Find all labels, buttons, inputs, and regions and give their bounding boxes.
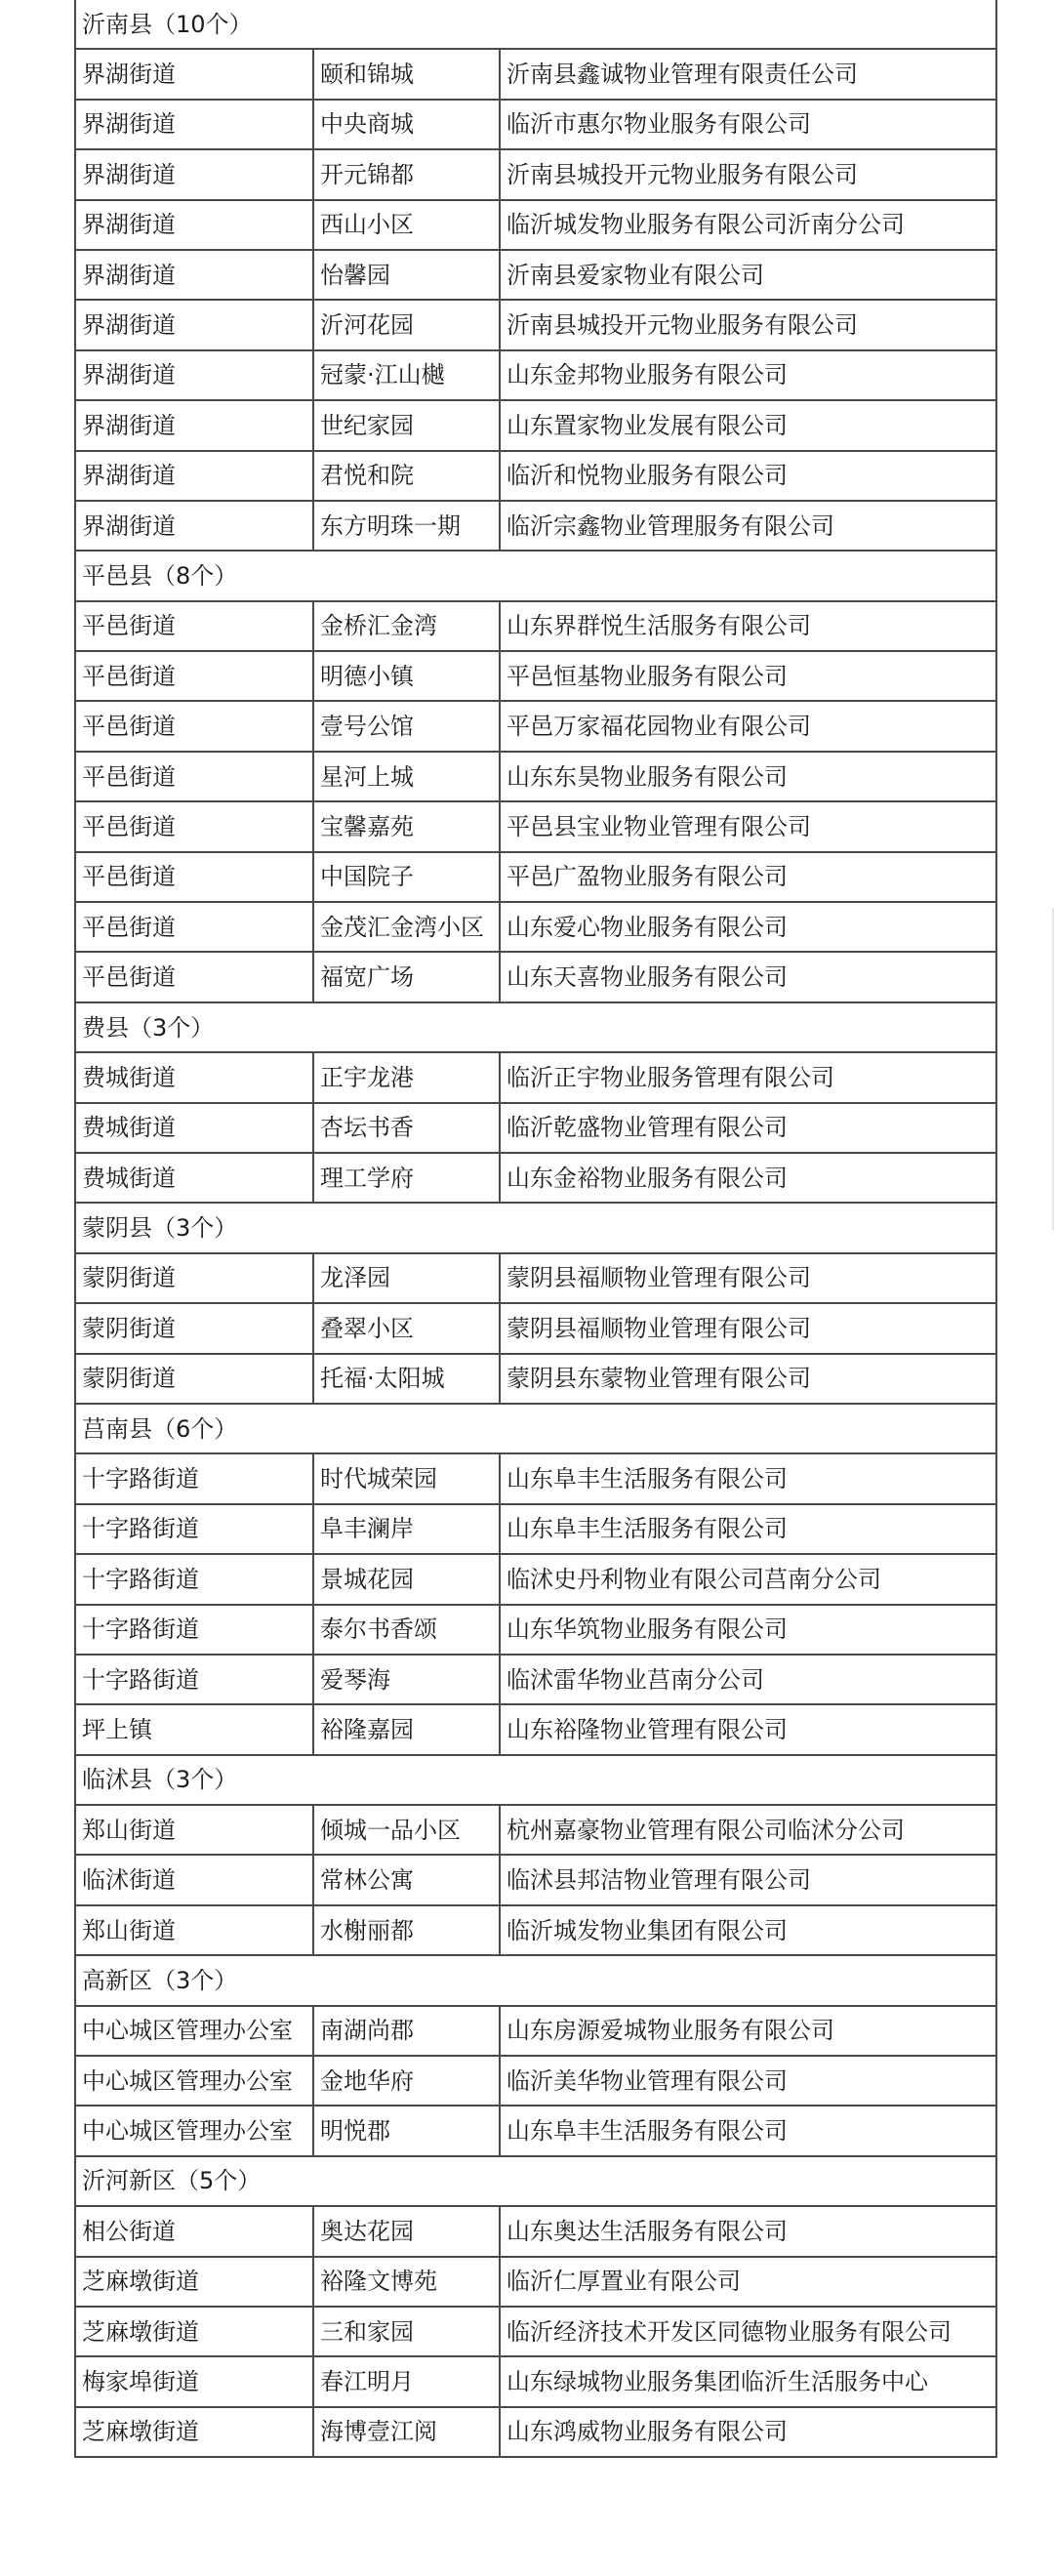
- property-company-cell: 山东华筑物业服务有限公司: [500, 1605, 996, 1655]
- street-cell: 十字路街道: [75, 1453, 313, 1503]
- table-row: [75, 1303, 996, 1353]
- community-cell: 西山小区: [313, 200, 500, 250]
- street-cell: 平邑街道: [75, 601, 313, 651]
- property-company-cell: 临沭史丹利物业有限公司莒南分公司: [500, 1554, 996, 1604]
- table-row: [75, 1805, 996, 1855]
- table-row: [75, 2006, 996, 2056]
- street-cell: 十字路街道: [75, 1554, 313, 1604]
- street-cell: 蒙阴街道: [75, 1253, 313, 1303]
- community-cell: 叠翠小区: [313, 1303, 500, 1353]
- community-cell: 开元锦都: [313, 149, 500, 199]
- property-company-cell: 山东阜丰生活服务有限公司: [500, 1504, 996, 1554]
- street-cell: 十字路街道: [75, 1655, 313, 1704]
- street-cell: 郑山街道: [75, 1905, 313, 1955]
- property-company-cell: 山东阜丰生活服务有限公司: [500, 1453, 996, 1503]
- community-cell: 壹号公馆: [313, 701, 500, 751]
- county-header: 临沭县（3个）: [75, 1755, 996, 1805]
- property-company-cell: 山东东昊物业服务有限公司: [500, 752, 996, 801]
- property-company-cell: 平邑广盈物业服务有限公司: [500, 852, 996, 902]
- property-company-cell: 山东房源爱城物业服务有限公司: [500, 2006, 996, 2056]
- table-row: [75, 852, 996, 902]
- property-company-cell: 临沂仁厚置业有限公司: [500, 2257, 996, 2307]
- community-cell: 爱琴海: [313, 1655, 500, 1704]
- community-cell: 中央商城: [313, 100, 500, 149]
- street-cell: 平邑街道: [75, 852, 313, 902]
- community-cell: 金茂汇金湾小区: [313, 902, 500, 952]
- street-cell: 芝麻墩街道: [75, 2307, 313, 2356]
- property-company-cell: 山东界群悦生活服务有限公司: [500, 601, 996, 651]
- street-cell: 平邑街道: [75, 902, 313, 952]
- county-header-row: [75, 2156, 996, 2206]
- community-cell: 杏坛书香: [313, 1103, 500, 1153]
- table-row: [75, 1453, 996, 1503]
- table-row: [75, 1103, 996, 1153]
- property-company-cell: 山东裕隆物业管理有限公司: [500, 1704, 996, 1754]
- community-cell: 怡馨园: [313, 250, 500, 300]
- county-header: 费县（3个）: [75, 1002, 996, 1052]
- street-cell: 费城街道: [75, 1153, 313, 1203]
- property-company-cell: 临沂城发物业集团有限公司: [500, 1905, 996, 1955]
- county-header-row: [75, 1404, 996, 1453]
- street-cell: 郑山街道: [75, 1805, 313, 1855]
- street-cell: 中心城区管理办公室: [75, 2056, 313, 2106]
- property-company-cell: 山东置家物业发展有限公司: [500, 400, 996, 450]
- street-cell: 临沭街道: [75, 1855, 313, 1904]
- property-company-cell: 沂南县爱家物业有限公司: [500, 250, 996, 300]
- property-company-cell: 山东天喜物业服务有限公司: [500, 952, 996, 1002]
- community-cell: 泰尔书香颂: [313, 1605, 500, 1655]
- property-company-cell: 平邑万家福花园物业有限公司: [500, 701, 996, 751]
- community-cell: 明悦郡: [313, 2106, 500, 2155]
- table-row: [75, 2356, 996, 2406]
- table-row: [75, 350, 996, 400]
- table-row: [75, 1504, 996, 1554]
- community-cell: 三和家园: [313, 2307, 500, 2356]
- property-company-cell: 蒙阴县福顺物业管理有限公司: [500, 1253, 996, 1303]
- street-cell: 界湖街道: [75, 400, 313, 450]
- county-header: 沂南县（10个）: [75, 0, 996, 49]
- community-cell: 阜丰澜岸: [313, 1504, 500, 1554]
- street-cell: 平邑街道: [75, 952, 313, 1002]
- community-cell: 明德小镇: [313, 651, 500, 701]
- community-cell: 龙泽园: [313, 1253, 500, 1303]
- table-row: [75, 651, 996, 701]
- street-cell: 费城街道: [75, 1103, 313, 1153]
- property-company-cell: 沂南县鑫诚物业管理有限责任公司: [500, 49, 996, 99]
- property-company-cell: 沂南县城投开元物业服务有限公司: [500, 149, 996, 199]
- table-row: [75, 250, 996, 300]
- community-cell: 福宽广场: [313, 952, 500, 1002]
- community-cell: 东方明珠一期: [313, 501, 500, 551]
- community-cell: 春江明月: [313, 2356, 500, 2406]
- county-header: 高新区（3个）: [75, 1955, 996, 2005]
- street-cell: 芝麻墩街道: [75, 2407, 313, 2457]
- table-row: [75, 501, 996, 551]
- table-row: [75, 100, 996, 149]
- table-row: [75, 49, 996, 99]
- community-cell: 奥达花园: [313, 2206, 500, 2256]
- table-row: [75, 2257, 996, 2307]
- street-cell: 中心城区管理办公室: [75, 2106, 313, 2155]
- table-row: [75, 1554, 996, 1604]
- street-cell: 坪上镇: [75, 1704, 313, 1754]
- table-row: [75, 952, 996, 1002]
- community-cell: 裕隆嘉园: [313, 1704, 500, 1754]
- table-row: [75, 2106, 996, 2155]
- street-cell: 界湖街道: [75, 149, 313, 199]
- table-row: [75, 601, 996, 651]
- table-row: [75, 200, 996, 250]
- property-company-cell: 沂南县城投开元物业服务有限公司: [500, 300, 996, 349]
- street-cell: 相公街道: [75, 2206, 313, 2256]
- community-cell: 金地华府: [313, 2056, 500, 2106]
- property-company-cell: 临沂经济技术开发区同德物业服务有限公司: [500, 2307, 996, 2356]
- community-cell: 景城花园: [313, 1554, 500, 1604]
- community-cell: 倾城一品小区: [313, 1805, 500, 1855]
- community-cell: 海博壹江阅: [313, 2407, 500, 2457]
- property-company-cell: 临沂美华物业管理有限公司: [500, 2056, 996, 2106]
- table-row: [75, 1655, 996, 1704]
- community-cell: 沂河花园: [313, 300, 500, 349]
- community-cell: 正宇龙港: [313, 1052, 500, 1102]
- street-cell: 平邑街道: [75, 651, 313, 701]
- table-row: [75, 701, 996, 751]
- county-header-row: [75, 1955, 996, 2005]
- table-row: [75, 2407, 996, 2457]
- street-cell: 界湖街道: [75, 100, 313, 149]
- street-cell: 界湖街道: [75, 200, 313, 250]
- community-cell: 君悦和院: [313, 451, 500, 501]
- property-company-cell: 临沂市惠尔物业服务有限公司: [500, 100, 996, 149]
- property-company-cell: 山东奥达生活服务有限公司: [500, 2206, 996, 2256]
- table-row: [75, 2307, 996, 2356]
- table-row: [75, 1354, 996, 1404]
- table-row: [75, 400, 996, 450]
- street-cell: 界湖街道: [75, 501, 313, 551]
- street-cell: 蒙阴街道: [75, 1303, 313, 1353]
- community-cell: 冠蒙·江山樾: [313, 350, 500, 400]
- community-cell: 理工学府: [313, 1153, 500, 1203]
- property-company-cell: 山东金裕物业服务有限公司: [500, 1153, 996, 1203]
- property-company-cell: 杭州嘉豪物业管理有限公司临沭分公司: [500, 1805, 996, 1855]
- street-cell: 界湖街道: [75, 49, 313, 99]
- street-cell: 平邑街道: [75, 701, 313, 751]
- community-cell: 托福·太阳城: [313, 1354, 500, 1404]
- table-row: [75, 1253, 996, 1303]
- property-company-cell: 蒙阴县东蒙物业管理有限公司: [500, 1354, 996, 1404]
- community-cell: 常林公寓: [313, 1855, 500, 1904]
- property-company-cell: 山东金邦物业服务有限公司: [500, 350, 996, 400]
- property-company-cell: 临沂城发物业服务有限公司沂南分公司: [500, 200, 996, 250]
- property-company-cell: 山东绿城物业服务集团临沂生活服务中心: [500, 2356, 996, 2406]
- street-cell: 界湖街道: [75, 300, 313, 349]
- property-company-cell: 山东阜丰生活服务有限公司: [500, 2106, 996, 2155]
- county-header-row: [75, 1002, 996, 1052]
- community-cell: 时代城荣园: [313, 1453, 500, 1503]
- street-cell: 中心城区管理办公室: [75, 2006, 313, 2056]
- table-row: [75, 1855, 996, 1904]
- table-row: [75, 902, 996, 952]
- table-row: [75, 1704, 996, 1754]
- street-cell: 界湖街道: [75, 250, 313, 300]
- property-company-cell: 山东鸿威物业服务有限公司: [500, 2407, 996, 2457]
- property-company-cell: 临沂正宇物业服务管理有限公司: [500, 1052, 996, 1102]
- table-row: [75, 2206, 996, 2256]
- property-company-cell: 蒙阴县福顺物业管理有限公司: [500, 1303, 996, 1353]
- table-row: [75, 2056, 996, 2106]
- county-header-row: [75, 1755, 996, 1805]
- community-cell: 金桥汇金湾: [313, 601, 500, 651]
- table-row: [75, 801, 996, 851]
- table-body: [75, 0, 996, 2457]
- street-cell: 梅家埠街道: [75, 2356, 313, 2406]
- community-cell: 水榭丽都: [313, 1905, 500, 1955]
- property-company-cell: 平邑县宝业物业管理有限公司: [500, 801, 996, 851]
- community-cell: 星河上城: [313, 752, 500, 801]
- table-row: [75, 1153, 996, 1203]
- property-company-cell: 平邑恒基物业服务有限公司: [500, 651, 996, 701]
- community-cell: 世纪家园: [313, 400, 500, 450]
- county-header-row: [75, 551, 996, 600]
- community-property-table: [74, 0, 997, 2458]
- community-cell: 颐和锦城: [313, 49, 500, 99]
- table-row: [75, 1605, 996, 1655]
- street-cell: 平邑街道: [75, 801, 313, 851]
- table-row: [75, 1905, 996, 1955]
- property-company-cell: 临沭县邦洁物业管理有限公司: [500, 1855, 996, 1904]
- community-cell: 中国院子: [313, 852, 500, 902]
- street-cell: 界湖街道: [75, 350, 313, 400]
- street-cell: 蒙阴街道: [75, 1354, 313, 1404]
- county-header-row: [75, 1203, 996, 1252]
- street-cell: 界湖街道: [75, 451, 313, 501]
- property-company-cell: 山东爱心物业服务有限公司: [500, 902, 996, 952]
- county-header: 平邑县（8个）: [75, 551, 996, 600]
- table-row: [75, 149, 996, 199]
- community-cell: 南湖尚郡: [313, 2006, 500, 2056]
- street-cell: 平邑街道: [75, 752, 313, 801]
- county-header: 莒南县（6个）: [75, 1404, 996, 1453]
- property-company-cell: 临沭雷华物业莒南分公司: [500, 1655, 996, 1704]
- street-cell: 十字路街道: [75, 1504, 313, 1554]
- street-cell: 费城街道: [75, 1052, 313, 1102]
- table-row: [75, 1052, 996, 1102]
- community-cell: 裕隆文博苑: [313, 2257, 500, 2307]
- property-company-cell: 临沂宗鑫物业管理服务有限公司: [500, 501, 996, 551]
- table-row: [75, 451, 996, 501]
- table-row: [75, 300, 996, 349]
- county-header: 沂河新区（5个）: [75, 2156, 996, 2206]
- property-company-cell: 临沂乾盛物业管理有限公司: [500, 1103, 996, 1153]
- table-row: [75, 752, 996, 801]
- street-cell: 芝麻墩街道: [75, 2257, 313, 2307]
- street-cell: 十字路街道: [75, 1605, 313, 1655]
- community-cell: 宝馨嘉苑: [313, 801, 500, 851]
- county-header-row: [75, 0, 996, 49]
- property-company-cell: 临沂和悦物业服务有限公司: [500, 451, 996, 501]
- county-header: 蒙阴县（3个）: [75, 1203, 996, 1252]
